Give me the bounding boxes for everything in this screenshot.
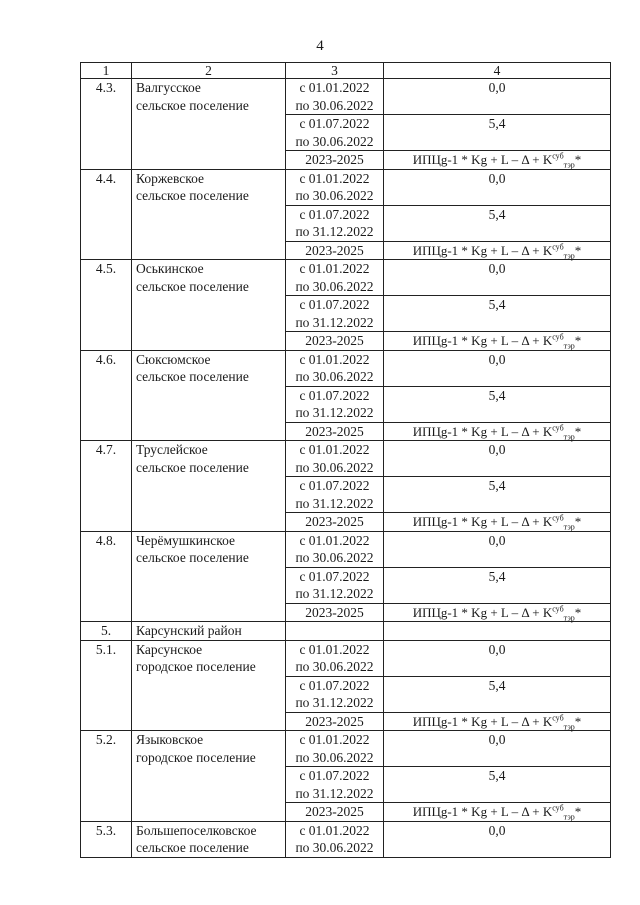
period-cell xyxy=(286,477,384,513)
index-value: 0,0 xyxy=(384,350,611,386)
index-value: 0,0 xyxy=(384,731,611,767)
formula-asterisk: * xyxy=(574,242,582,258)
name-line: Большепоселковское xyxy=(136,822,257,838)
period-line: с 01.01.2022 xyxy=(299,641,370,657)
row-number: 4.7. xyxy=(81,441,132,532)
index-value: 5,4 xyxy=(384,386,611,422)
period-line: 2023-2025 xyxy=(305,604,364,620)
settlement-name xyxy=(132,79,286,170)
district-name xyxy=(132,622,286,641)
tariff-formula xyxy=(384,603,611,622)
name-line: Черёмушкинское xyxy=(136,532,235,548)
settlement-name xyxy=(132,640,286,731)
row-number: 4.4. xyxy=(81,169,132,260)
formula-asterisk: * xyxy=(574,152,582,167)
formula-main: ИПЦg-1 * Kg + L – Δ + K xyxy=(412,514,553,529)
row-number: 4.8. xyxy=(81,531,132,622)
row-number: 5.3. xyxy=(81,821,132,857)
index-value: 0,0 xyxy=(384,441,611,477)
period-cell xyxy=(286,260,384,296)
period-line: 2023-2025 xyxy=(305,152,364,167)
period-cell xyxy=(286,79,384,115)
empty-cell xyxy=(286,622,384,641)
period-line: с 01.01.2022 xyxy=(299,80,370,95)
formula-main: ИПЦg-1 * Kg + L – Δ + K xyxy=(412,713,553,729)
settlement-name xyxy=(132,260,286,351)
period-line: с 01.07.2022 xyxy=(299,768,370,783)
index-value: 0,0 xyxy=(384,821,611,857)
name-line: сельское поселение xyxy=(136,840,249,855)
name-line: городское поселение xyxy=(136,659,256,674)
table-header-row xyxy=(81,63,611,79)
name-line: Языковское xyxy=(136,732,204,747)
tariff-formula xyxy=(384,422,611,441)
period-cell xyxy=(286,676,384,712)
section-row xyxy=(81,622,611,641)
name-line: сельское поселение xyxy=(136,550,249,565)
period-line: по 31.12.2022 xyxy=(295,405,374,420)
period-line: с 01.07.2022 xyxy=(299,568,370,584)
period-line: с 01.07.2022 xyxy=(299,387,370,403)
tariff-formula xyxy=(384,241,611,260)
formula-superscript: суб xyxy=(552,713,564,723)
name-line: сельское поселение xyxy=(136,459,249,475)
name-line: Коржевское xyxy=(136,170,205,186)
period-line: по 31.12.2022 xyxy=(295,224,374,239)
settlement-name xyxy=(132,731,286,822)
index-value: 5,4 xyxy=(384,767,611,803)
formula-subscript: тэр xyxy=(563,722,575,732)
formula-main: ИПЦg-1 * Kg + L – Δ + K xyxy=(412,604,553,620)
period-line: с 01.07.2022 xyxy=(299,206,370,222)
table-row xyxy=(81,350,611,386)
period-cell xyxy=(286,731,384,767)
name-line: Оськинское xyxy=(136,261,204,276)
index-value: 5,4 xyxy=(384,115,611,151)
name-line: Карсунское xyxy=(136,641,203,657)
period-cell xyxy=(286,513,384,532)
formula-subscript: тэр xyxy=(563,522,575,532)
formula-superscript: суб xyxy=(552,332,564,342)
formula-main: ИПЦg-1 * Kg + L – Δ + K xyxy=(412,333,553,348)
period-line: 2023-2025 xyxy=(305,804,364,819)
index-value: 0,0 xyxy=(384,260,611,296)
index-value: 0,0 xyxy=(384,79,611,115)
settlement-name xyxy=(132,821,286,857)
period-line: с 01.01.2022 xyxy=(299,822,370,838)
formula-main: ИПЦg-1 * Kg + L – Δ + K xyxy=(412,242,553,258)
period-line: по 31.12.2022 xyxy=(295,785,374,801)
formula-superscript: суб xyxy=(552,242,564,252)
period-line: по 30.06.2022 xyxy=(295,97,374,113)
index-value: 0,0 xyxy=(384,169,611,205)
table-row xyxy=(81,260,611,296)
name-line: Валгусское xyxy=(136,80,201,95)
row-number: 5.1. xyxy=(81,640,132,731)
period-line: 2023-2025 xyxy=(305,514,364,529)
period-line: с 01.01.2022 xyxy=(299,442,370,457)
name-line: Карсунский район xyxy=(136,623,242,638)
period-cell xyxy=(286,640,384,676)
name-line: Сюксюмское xyxy=(136,351,211,367)
period-line: 2023-2025 xyxy=(305,242,364,258)
period-cell xyxy=(286,441,384,477)
settlement-name xyxy=(132,531,286,622)
formula-asterisk: * xyxy=(574,514,582,529)
period-line: по 30.06.2022 xyxy=(295,133,374,149)
period-line: с 01.01.2022 xyxy=(299,170,370,186)
formula-subscript: тэр xyxy=(563,432,575,442)
period-cell xyxy=(286,151,384,170)
period-line: с 01.07.2022 xyxy=(299,478,370,493)
period-line: с 01.01.2022 xyxy=(299,261,370,276)
period-line: по 30.06.2022 xyxy=(295,550,374,565)
row-number: 4.6. xyxy=(81,350,132,441)
formula-subscript: тэр xyxy=(563,341,575,351)
column-header: 2 xyxy=(132,63,286,79)
period-line: с 01.01.2022 xyxy=(299,732,370,747)
period-line: по 31.12.2022 xyxy=(295,695,374,710)
table-row xyxy=(81,79,611,115)
period-line: по 30.06.2022 xyxy=(295,840,374,855)
column-header: 4 xyxy=(384,63,611,79)
period-cell xyxy=(286,386,384,422)
period-cell xyxy=(286,169,384,205)
formula-superscript: суб xyxy=(552,513,564,523)
index-value: 5,4 xyxy=(384,676,611,712)
period-line: 2023-2025 xyxy=(305,333,364,348)
period-cell xyxy=(286,422,384,441)
table-row xyxy=(81,169,611,205)
formula-subscript: тэр xyxy=(563,251,575,261)
tariff-formula xyxy=(384,712,611,731)
period-line: по 30.06.2022 xyxy=(295,459,374,475)
tariff-formula xyxy=(384,513,611,532)
formula-superscript: суб xyxy=(552,423,564,433)
period-cell xyxy=(286,296,384,332)
formula-asterisk: * xyxy=(574,713,582,729)
settlement-name xyxy=(132,169,286,260)
tariff-formula xyxy=(384,151,611,170)
tariff-formula xyxy=(384,803,611,822)
period-line: по 30.06.2022 xyxy=(295,659,374,674)
period-cell xyxy=(286,603,384,622)
period-cell xyxy=(286,712,384,731)
period-cell xyxy=(286,531,384,567)
formula-asterisk: * xyxy=(574,333,582,348)
row-number: 4.3. xyxy=(81,79,132,170)
period-cell xyxy=(286,115,384,151)
table-row xyxy=(81,441,611,477)
period-cell xyxy=(286,821,384,857)
formula-main: ИПЦg-1 * Kg + L – Δ + K xyxy=(412,152,553,167)
index-value: 5,4 xyxy=(384,296,611,332)
period-line: по 30.06.2022 xyxy=(295,278,374,294)
formula-subscript: тэр xyxy=(563,613,575,623)
formula-subscript: тэр xyxy=(563,812,575,822)
row-number: 5.2. xyxy=(81,731,132,822)
period-line: по 31.12.2022 xyxy=(295,314,374,330)
formula-superscript: суб xyxy=(552,604,564,614)
index-value: 5,4 xyxy=(384,567,611,603)
period-cell xyxy=(286,332,384,351)
row-number: 5. xyxy=(81,622,132,641)
period-line: 2023-2025 xyxy=(305,423,364,439)
formula-asterisk: * xyxy=(574,604,582,620)
period-line: с 01.01.2022 xyxy=(299,351,370,367)
period-cell xyxy=(286,803,384,822)
formula-asterisk: * xyxy=(574,804,582,819)
period-line: по 30.06.2022 xyxy=(295,369,374,384)
table-body xyxy=(81,79,611,858)
empty-cell xyxy=(384,622,611,641)
name-line: сельское поселение xyxy=(136,278,249,294)
formula-main: ИПЦg-1 * Kg + L – Δ + K xyxy=(412,423,553,439)
index-value: 0,0 xyxy=(384,531,611,567)
period-line: по 30.06.2022 xyxy=(295,188,374,203)
period-line: с 01.07.2022 xyxy=(299,116,370,131)
period-cell xyxy=(286,567,384,603)
table-row xyxy=(81,821,611,857)
period-line: с 01.01.2022 xyxy=(299,532,370,548)
table-row xyxy=(81,640,611,676)
index-value: 5,4 xyxy=(384,205,611,241)
period-cell xyxy=(286,767,384,803)
formula-asterisk: * xyxy=(574,423,582,439)
formula-subscript: тэр xyxy=(563,160,575,170)
tariff-table xyxy=(80,62,611,858)
period-cell xyxy=(286,205,384,241)
name-line: сельское поселение xyxy=(136,97,249,113)
period-line: с 01.07.2022 xyxy=(299,297,370,312)
period-line: с 01.07.2022 xyxy=(299,677,370,693)
table-row xyxy=(81,531,611,567)
settlement-name xyxy=(132,350,286,441)
formula-main: ИПЦg-1 * Kg + L – Δ + K xyxy=(412,804,553,819)
name-line: сельское поселение xyxy=(136,188,249,203)
tariff-formula xyxy=(384,332,611,351)
formula-superscript: суб xyxy=(552,803,564,813)
formula-superscript: суб xyxy=(552,151,564,161)
index-value: 5,4 xyxy=(384,477,611,513)
page-number: 4 xyxy=(316,38,324,54)
name-line: сельское поселение xyxy=(136,369,249,384)
period-line: по 31.12.2022 xyxy=(295,586,374,601)
column-header: 3 xyxy=(286,63,384,79)
name-line: Труслейское xyxy=(136,442,208,457)
period-cell xyxy=(286,241,384,260)
period-line: по 30.06.2022 xyxy=(295,749,374,765)
period-line: 2023-2025 xyxy=(305,713,364,729)
settlement-name xyxy=(132,441,286,532)
period-cell xyxy=(286,350,384,386)
table-row xyxy=(81,731,611,767)
column-header: 1 xyxy=(81,63,132,79)
name-line: городское поселение xyxy=(136,749,256,765)
index-value: 0,0 xyxy=(384,640,611,676)
row-number: 4.5. xyxy=(81,260,132,351)
period-line: по 31.12.2022 xyxy=(295,495,374,511)
